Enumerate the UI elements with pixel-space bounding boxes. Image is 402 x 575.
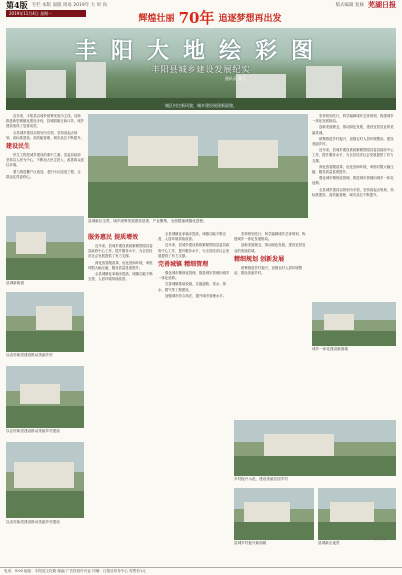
mid-column xyxy=(88,232,154,283)
paragraph: 深化放管服改革，优化营商环境，审批时限大幅压缩，服务质量显著提升。 xyxy=(312,164,394,175)
page-label: 第4版 xyxy=(6,0,28,10)
paragraph: 民生工程是城乡建设的重中之重。县委县政府坚持以人民为中心，不断加大民生投入，改善群众居住环境。 xyxy=(6,153,84,168)
caption-right-2: 乡村振兴示范，建设美丽宜居乡村 xyxy=(234,477,288,481)
photo-left-1 xyxy=(6,216,84,280)
paragraph: 近年来，县城乡建设系统紧紧围绕县委县政府中心工作，提升服务水平，为全县经济社会发展提供了有力支撑。 xyxy=(312,148,394,163)
section-heading: 建设民生 xyxy=(6,143,31,151)
banner-left: 辉煌壮丽 xyxy=(138,14,175,24)
caption-right-4: 县城新区夜景 xyxy=(318,541,340,545)
paragraph: 全县城镇化率稳步提高，城镇功能不断完善，人居环境持续改善。 xyxy=(88,272,153,282)
mid-column-3 xyxy=(234,232,308,277)
hero-photo xyxy=(6,28,396,110)
photo-right-2 xyxy=(234,420,396,476)
paragraph: 统筹推进乡村振兴，加强农村人居环境整治，建设美丽乡村。 xyxy=(234,265,303,276)
edition-info: 专栏 本版 面版 周易 2019年 大 时 尚 xyxy=(31,3,108,8)
paragraph: 创新发展理念，推动绿色发展，建设宜居宜业的美丽县城。 xyxy=(312,125,394,135)
photo-right-3 xyxy=(234,488,314,540)
masthead-right-info: 版式编辑 复核 xyxy=(335,3,364,8)
section-heading: 服务惠民 提质增效 xyxy=(88,234,139,241)
photo-left-4 xyxy=(6,442,84,518)
caption-left-1: 县城新街道 xyxy=(6,281,24,285)
stamp-text: 新华社 xyxy=(374,536,386,541)
mid-column-2 xyxy=(158,232,230,300)
hero-title: 丰阳大地绘彩图 xyxy=(74,38,327,64)
paragraph: 强化城市精细化管理，推进城市管理向城乡一体化延伸。 xyxy=(158,271,230,281)
paragraph: 统筹推进乡村振兴，加强农村人居环境整治，建设美丽乡村。 xyxy=(312,136,394,147)
paragraph: 加强城市综合执法，提升城市管理水平。 xyxy=(165,293,227,298)
hero-credit: 通讯员 张立 xyxy=(224,76,246,81)
paragraph: 近年来，县城乡建设系统紧紧围绕县委县政府中心工作，提升服务水平，为全县经济社会发展提供了有力支撑。 xyxy=(158,243,230,258)
left-column xyxy=(6,114,84,181)
main-photo-caption: 县城新区全景，城乡统筹发展建设显著、产业聚集，全面提速城镇化进程。 xyxy=(88,219,207,223)
paragraph: 全县城乡建设以规划为引领，坚持高起点规划、高标准建设、高效能管理，城市品位不断提升。 xyxy=(312,187,394,197)
paragraph: 强化城市精细化管理，推进城市管理向城乡一体化延伸。 xyxy=(312,176,394,186)
caption-right-3: 县城乡村振兴新面貌 xyxy=(234,541,267,545)
banner-center: 70年 xyxy=(178,9,215,27)
paragraph: 创新发展理念，推动绿色发展，建设宜居宜业的美丽县城。 xyxy=(234,243,306,253)
paragraph: 坚持规划先行，科学编制城乡总体规划，构建城乡一体化发展格局。 xyxy=(234,232,306,242)
section-heading: 完善城镇 精细管理 xyxy=(158,261,209,269)
main-photo xyxy=(88,114,308,218)
hero-caption: 城区村庄新风貌，城乡建设展现新面貌。 xyxy=(165,103,237,108)
caption-left-2: 以农村新居建设推动美丽乡村 xyxy=(6,353,53,357)
photo-right-4 xyxy=(318,488,396,540)
photo-left-2 xyxy=(6,292,84,352)
paragraph: 坚持规划先行，科学编制城乡总体规划，构建城乡一体化发展格局。 xyxy=(312,114,394,124)
paragraph: 完善城镇基础设施，实施道路、供水、排水、燃气等工程建设。 xyxy=(158,282,227,292)
date-strip: 2019年11月4日 星期一 xyxy=(6,10,86,17)
hero-subtitle: 丰阳县城乡建设发展纪实 xyxy=(151,65,251,74)
section-heading: 精细规划 创新发展 xyxy=(234,255,285,263)
photo-left-3 xyxy=(6,366,84,428)
anniversary-banner xyxy=(80,8,340,27)
paragraph: 着力推进棚户区改造、老旧小区改造工程，让群众住得更舒心。 xyxy=(6,169,81,179)
newspaper-name: 芜湖日报 xyxy=(368,0,396,9)
caption-right-1: 城乡一体化建设新面貌 xyxy=(312,347,348,351)
paragraph: 近年来，丰阳县以城乡统筹发展为主线，加快推进新型城镇化建设步伐，县城面貌日新月异，城乡建设取得了显著成效。 xyxy=(6,114,84,129)
paragraph: 全县城镇化率稳步提高，城镇功能不断完善，人居环境持续改善。 xyxy=(158,232,227,242)
caption-left-3: 以农村新居建设推动美丽乡村建设 xyxy=(6,429,60,433)
photo-right-1 xyxy=(312,302,396,346)
banner-right: 追逐梦想再出发 xyxy=(218,14,282,24)
paragraph: 深化放管服改革，优化营商环境，审批时限大幅压缩，服务质量显著提升。 xyxy=(88,260,153,270)
paragraph: 近年来，县城乡建设系统紧紧围绕县委县政府中心工作，提升服务水平，为全县经济社会发展提供了有力支撑。 xyxy=(88,244,153,259)
caption-left-4: 以农村新居建设推动美丽乡村建设 xyxy=(6,520,60,524)
paragraph: 全县城乡建设以规划为引领，坚持高起点规划、高标准建设、高效能管理，城市品位不断提升。 xyxy=(6,130,84,140)
footer: 电话：9:00 地址：丰阳县文化路 邮编 广告经营许可证 印刷：日报社印务中心 零售价1元 xyxy=(0,567,402,575)
right-column xyxy=(312,114,396,199)
